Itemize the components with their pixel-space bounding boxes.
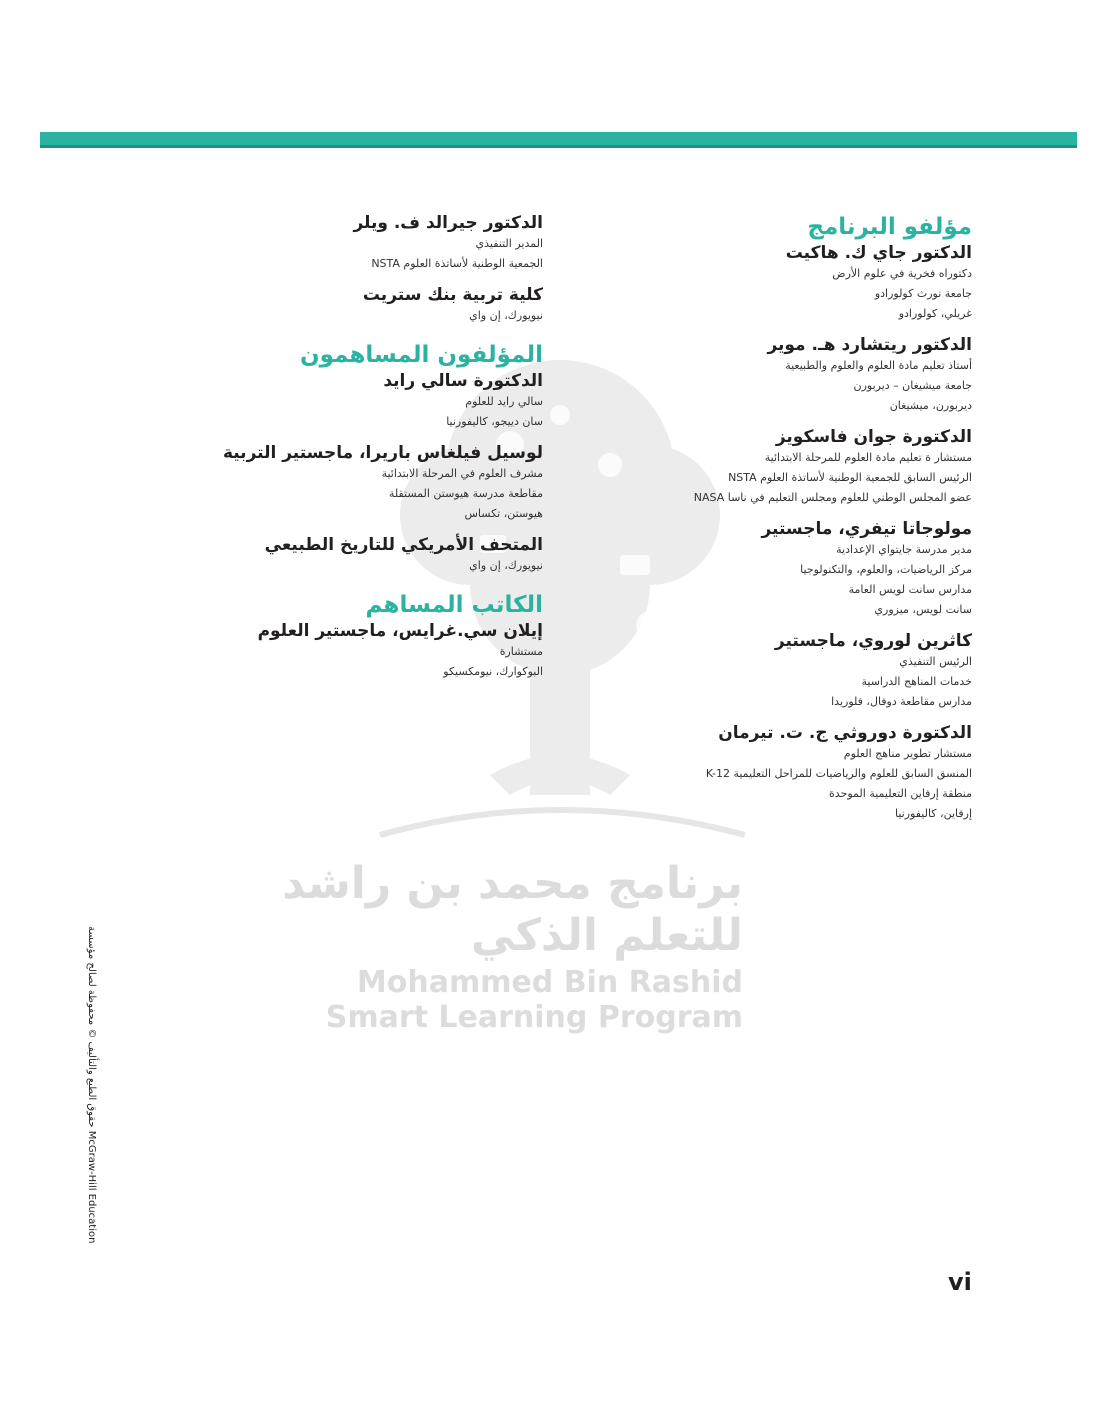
author-detail: سان دييجو، كاليفورنيا — [446, 415, 543, 428]
author-detail: مقاطعة مدرسة هيوستن المستقلة — [388, 487, 543, 500]
author-entry — [123, 284, 543, 326]
author-detail: أستاذ تعليم مادة العلوم والعلوم والطبيعية — [785, 359, 972, 372]
author-detail: مشرف العلوم في المرحلة الابتدائية — [381, 467, 543, 480]
author-name: الدكتور جاي ك. هاكيت — [785, 243, 972, 263]
author-detail: مستشار تطوير مناهج العلوم — [843, 747, 972, 760]
author-detail: الرئيس السابق للجمعية الوطنية لأساتذة العلوم NSTA — [728, 471, 972, 484]
author-name: لوسيل فيلغاس باريرا، ماجستير التربية — [222, 443, 543, 463]
author-detail: خدمات المناهج الدراسية — [861, 675, 972, 688]
author-detail: ديربورن، ميشيغان — [889, 399, 972, 412]
author-detail: نيويورك، إن واي — [469, 309, 543, 322]
author-entry — [123, 620, 543, 682]
author-name: الدكتورة سالي رايد — [383, 371, 543, 391]
author-detail: مركز الرياضيات، والعلوم، والتكنولوجيا — [800, 563, 972, 576]
author-detail: جامعة ميشيغان – ديربورن — [853, 379, 972, 392]
author-detail: الجمعية الوطنية لأساتذة العلوم NSTA — [371, 257, 543, 270]
author-detail: سالي رايد للعلوم — [465, 395, 543, 408]
author-detail: جامعة نورث كولورادو — [874, 287, 972, 300]
author-detail: المدير التنفيذي — [475, 237, 543, 250]
author-name: الدكتورة جوان فاسكويز — [775, 427, 972, 447]
author-detail: مدير مدرسة جايتواي الإعدادية — [836, 543, 972, 556]
page-number: vi — [948, 1268, 972, 1296]
author-entry — [502, 334, 972, 416]
contributors-column — [123, 212, 543, 692]
author-entry — [502, 630, 972, 712]
author-detail: المنسق السابق للعلوم والرياضيات للمراحل التعليمية K-12 — [705, 767, 972, 780]
author-entry — [123, 442, 543, 524]
author-name: كاثرين لوروي، ماجستير — [774, 631, 972, 651]
copyright-text: حقوق الطبع والتأليف © محفوظة لصالح مؤسسة McGraw-Hill Education — [86, 926, 97, 1244]
author-detail: البوكوارك، نيومكسيكو — [443, 665, 543, 678]
author-name: الدكتور ريتشارد هـ. موير — [767, 335, 972, 355]
contributing-writer-title: الكاتب المساهم — [365, 592, 543, 618]
author-entry — [123, 534, 543, 576]
top-color-bar — [40, 132, 1077, 145]
watermark-english-line2: Smart Learning Program — [325, 1000, 743, 1035]
author-entry — [123, 370, 543, 432]
author-detail: مدارس سانت لويس العامة — [848, 583, 972, 596]
author-entry — [502, 242, 972, 324]
author-name: المتحف الأمريكي للتاريخ الطبيعي — [264, 535, 543, 555]
contributing-authors-title: المؤلفون المساهمون — [299, 342, 543, 368]
top-color-bar-shadow — [40, 145, 1077, 148]
watermark-english-line1: Mohammed Bin Rashid — [356, 965, 743, 1000]
author-entry — [502, 722, 972, 824]
watermark-arabic-line1: برنامج محمد بن راشد — [282, 858, 743, 909]
author-entry — [502, 426, 972, 508]
author-detail: سانت لويس، ميزوري — [874, 603, 972, 616]
author-name: مولوجاتا تيفري، ماجستير — [761, 519, 972, 539]
author-entry — [123, 212, 543, 274]
program-authors-title: مؤلفو البرنامج — [807, 214, 972, 240]
author-detail: مدارس مقاطعة دوفال، فلوريدا — [831, 695, 972, 708]
author-name: الدكتورة دوروثي ج. ت. تيرمان — [718, 723, 972, 743]
author-name: كلية تربية بنك ستريت — [362, 285, 543, 305]
program-authors-column — [502, 212, 972, 834]
author-detail: مستشار ة تعليم مادة العلوم للمرحلة الابتدائية — [764, 451, 972, 464]
author-entry — [502, 518, 972, 620]
author-detail: عضو المجلس الوطني للعلوم ومجلس التعليم في ناسا NASA — [693, 491, 972, 504]
author-detail: نيويورك، إن واي — [469, 559, 543, 572]
author-detail: منطقة إرفاين التعليمية الموحدة — [829, 787, 972, 800]
author-detail: الرئيس التنفيذي — [899, 655, 972, 668]
author-detail: دكتوراه فخرية في علوم الأرض — [832, 267, 972, 280]
watermark-arabic-line2: للتعلم الذكي — [470, 910, 743, 961]
author-detail: غريلي، كولورادو — [898, 307, 972, 320]
author-detail: مستشارة — [499, 645, 543, 658]
author-name: الدكتور جيرالد ف. ويلر — [353, 213, 543, 233]
author-name: إيلان سي.غرايس، ماجستير العلوم — [257, 621, 543, 641]
author-detail: إرفاين، كاليفورنيا — [894, 807, 972, 820]
copyright-spine — [79, 926, 101, 1266]
author-detail: هيوستن، تكساس — [464, 507, 543, 520]
